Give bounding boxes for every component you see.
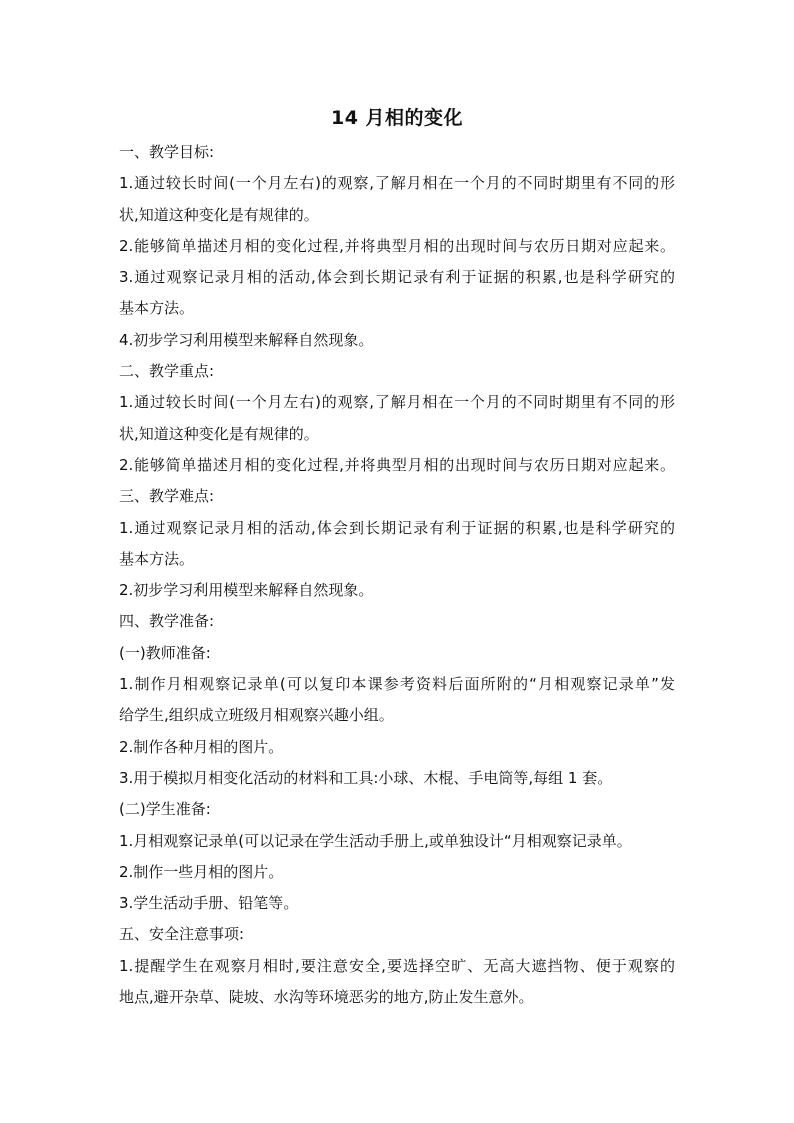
text-line: 1.通过观察记录月相的活动,体会到长期记录有利于证据的积累,也是科学研究的 [119,518,675,537]
text-line: 3.学生活动手册、铅笔等。 [119,894,299,913]
text-line: 1.制作月相观察记录单(可以复印本课参考资料后面所附的“月相观察记录单”发 [119,675,675,694]
text-line: 2.初步学习利用模型来解释自然现象。 [119,581,374,600]
text-line: 2.制作一些月相的图片。 [119,862,284,881]
text-line: (二)学生准备: [119,800,211,819]
document-title: 14 月相的变化 [330,107,464,129]
text-line: 3.通过观察记录月相的活动,体会到长期记录有利于证据的积累,也是科学研究的 [119,268,675,287]
text-line: 1.月相观察记录单(可以记录在学生活动手册上,或单独设计“月相观察记录单。 [119,831,632,850]
text-line: 2.制作各种月相的图片。 [119,737,284,756]
text-line: 1.通过较长时间(一个月左右)的观察,了解月相在一个月的不同时期里有不同的形 [119,393,675,412]
text-line: 状,知道这种变化是有规律的。 [119,205,319,224]
text-line: 3.用于模拟月相变化活动的材料和工具:小球、木棍、手电筒等,每组 1 套。 [119,768,613,787]
text-line: 五、安全注意事项: [119,925,245,944]
text-line: 1.提醒学生在观察月相时,要注意安全,要选择空旷、无高大遮挡物、便于观察的 [119,956,675,975]
text-line: 状,知道这种变化是有规律的。 [119,424,319,443]
text-line: 四、教学准备: [119,612,215,631]
text-line: 二、教学重点: [119,362,215,381]
text-line: 2.能够简单描述月相的变化过程,并将典型月相的出现时间与农历日期对应起来。 [119,455,675,474]
text-line: 一、教学目标: [119,143,215,161]
text-line: 地点,避开杂草、陡坡、水沟等环境恶劣的地方,防止发生意外。 [119,988,534,1007]
text-line: 基本方法。 [119,299,195,318]
text-line: 三、教学难点: [119,487,215,506]
text-line: (一)教师准备: [119,643,211,662]
text-line: 基本方法。 [119,549,195,568]
text-line: 2.能够简单描述月相的变化过程,并将典型月相的出现时间与农历日期对应起来。 [119,236,675,255]
document-body [119,137,675,1013]
text-line: 1.通过较长时间(一个月左右)的观察,了解月相在一个月的不同时期里有不同的形 [119,174,675,193]
text-line: 4.初步学习利用模型来解释自然现象。 [119,330,374,349]
text-line: 给学生,组织成立班级月相观察兴趣小组。 [119,706,394,725]
